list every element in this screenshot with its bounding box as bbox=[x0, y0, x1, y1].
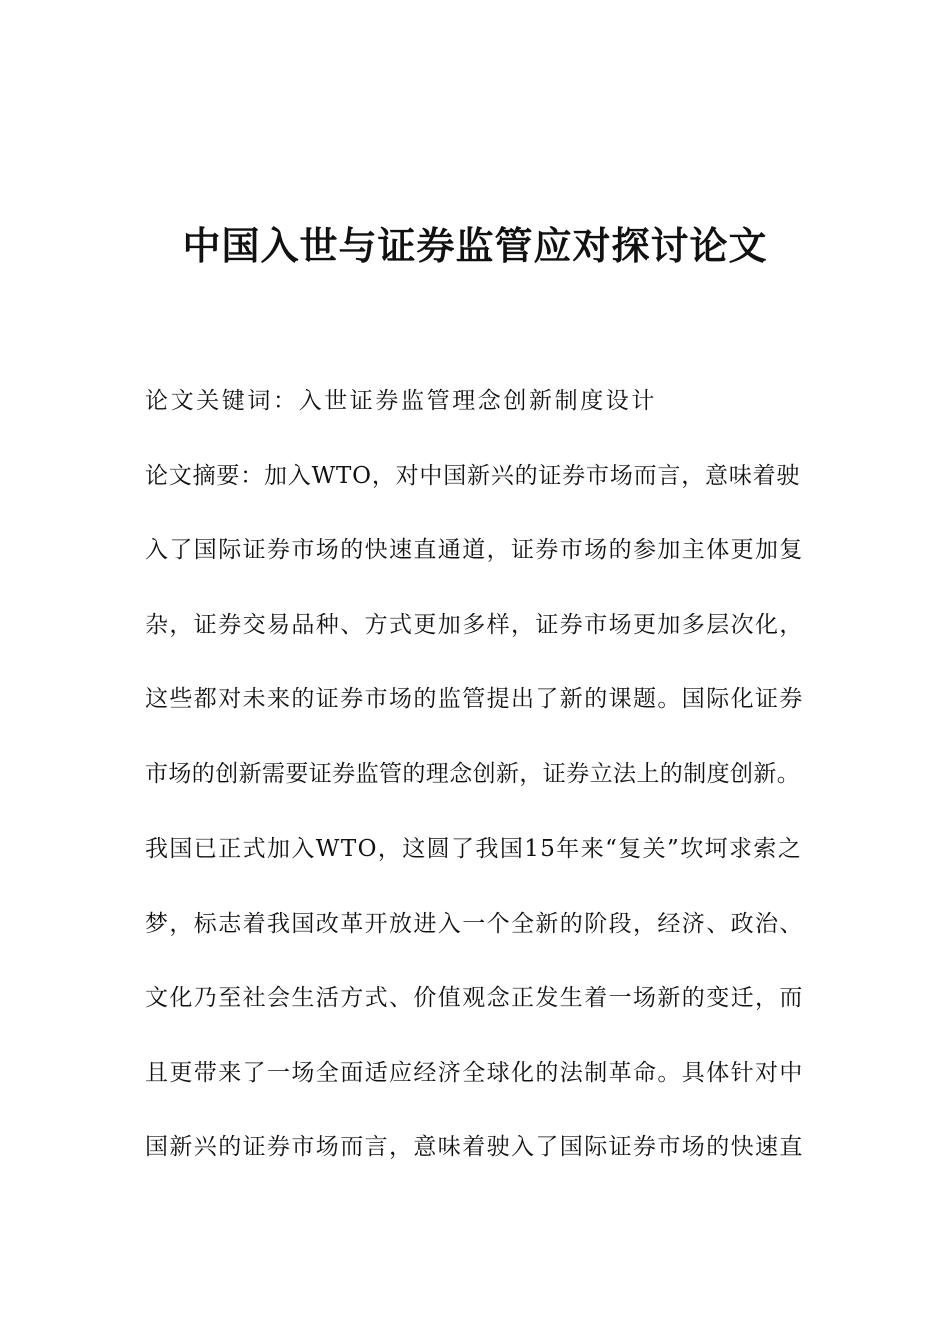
body-line: 杂，证券交易品种、方式更加多样，证券市场更加多层次化， bbox=[145, 612, 804, 638]
keywords-line: 论文关键词：入世证券监管理念创新制度设计 bbox=[145, 388, 657, 414]
body-line: 这些都对未来的证券市场的监管提出了新的课题。国际化证券 bbox=[145, 686, 804, 712]
body-line: 且更带来了一场全面适应经济全球化的法制革命。具体针对中 bbox=[145, 1060, 804, 1086]
body-line: 文化乃至社会生活方式、价值观念正发生着一场新的变迁，而 bbox=[145, 985, 804, 1011]
body-line: 我国已正式加入WTO，这圆了我国15年来“复关”坎坷求索之 bbox=[145, 836, 803, 862]
body-line: 入了国际证券市场的快速直通道，证券市场的参加主体更加复 bbox=[145, 537, 804, 563]
document-title: 中国入世与证券监管应对探讨论文 bbox=[182, 224, 768, 268]
body-line: 市场的创新需要证券监管的理念创新，证券立法上的制度创新。 bbox=[145, 761, 801, 787]
body-line: 梦，标志着我国改革开放进入一个全新的阶段，经济、政治、 bbox=[145, 911, 804, 937]
body-line: 国新兴的证券市场而言，意味着驶入了国际证券市场的快速直 bbox=[145, 1134, 804, 1160]
body-line: 论文摘要：加入WTO，对中国新兴的证券市场而言，意味着驶 bbox=[145, 463, 801, 489]
